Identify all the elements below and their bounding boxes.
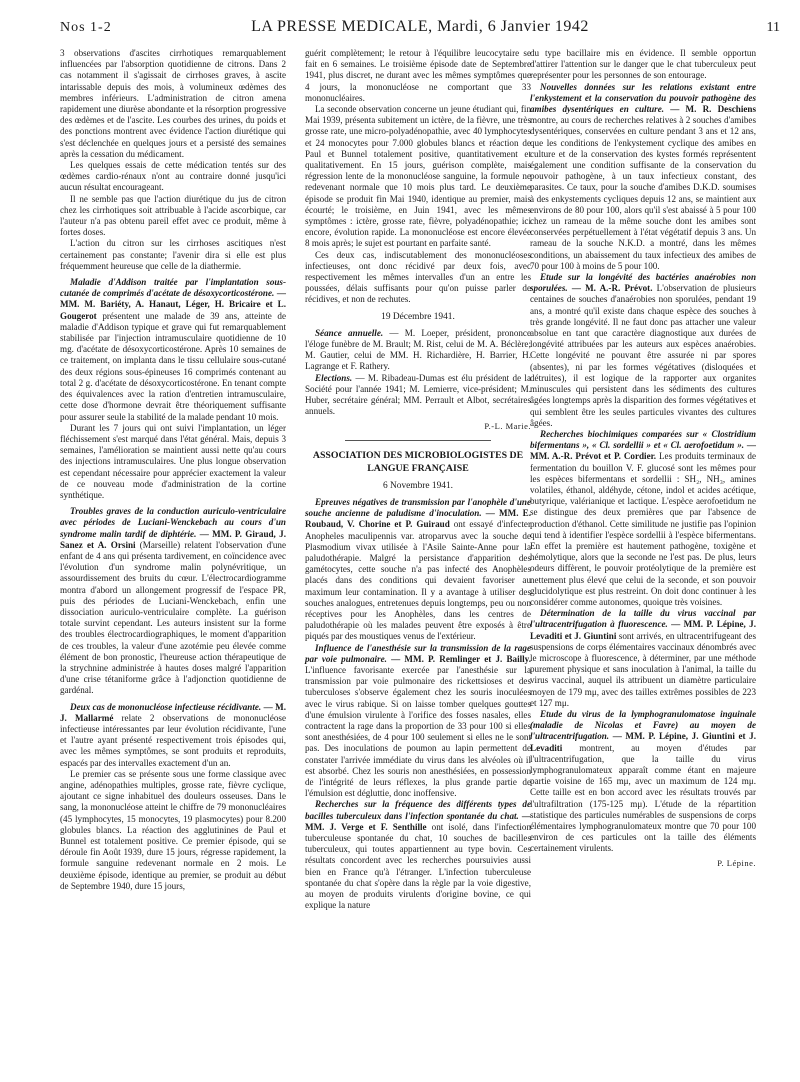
article-authors: — M. R. Deschiens [670, 104, 756, 115]
article-paludisme [305, 497, 531, 643]
paragraph: Il ne semble pas que l'action diurétique du jus de citron chez les cirrhotiques soit attribuable à l'acide ascorbique, car l'auteur n'a pas obtenu pareil effet avec ce produit, même à fortes doses. [60, 193, 286, 238]
article-authors: — MM. P. Lépine, J. Levaditi et J. Giuntini [530, 619, 756, 641]
article-text: — M. Loeper, président, prononce l'éloge funèbre de M. Brault; M. Rist, celui de M. A. Béclère; M. Gautier, celui de MM. H. Richardière, H. Barrier, H. Lagrange et F. Rathery. [305, 327, 531, 372]
article-authors: — MM. E. Roubaud, V. Chorine et P. Guiraud [305, 508, 531, 530]
article-title: Etude sur la longévité des bactéries anaérobies non sporulées. [530, 272, 756, 294]
paragraph: du type bacillaire mis en évidence. Il semble opportun d'attirer l'attention sur le danger que le chat tuberculeux peut représenter pour les personnes de son entourage. [530, 48, 756, 81]
article-title: Epreuves négatives de transmission par l'anophèle d'une souche ancienne de paludisme d'inoculation. [305, 496, 531, 519]
article-authors: — MM. J. Verge et F. Senthille [305, 810, 531, 832]
article-anaerobies [530, 272, 756, 429]
article-authors: — MM. P. Giraud, J. Sanez et A. Orsini [60, 528, 286, 550]
article-text: sont arrivés, en ultracentrifugeant des suspensions de corps élémentaires vaccinaux dénombrés avec le microscope à fluorescence, à déterminer, par une méthode purement physique et sans inoculation à l'animal, la taille du virus vaccinal, auquel ils attribuent un diamètre particulaire moyen de 179 mμ, avec des tailles extrêmes possibles de 223 et 127 mμ. [530, 630, 757, 708]
article-title: Nouvelles données sur les relations existant entre l'enkystement et la conservation du pouvoir pathogène des amibes dysentériques en culture. [530, 81, 756, 115]
paragraph: Ces deux cas, indiscutablement des mononucléoses infectieuses, ont donc récidivé par deux fois, avec respectivement les mêmes intervalles d'un an entre les poussées, délais suffisants pour qu'on puisse parler de récidives, et non de rechutes. [305, 249, 531, 305]
article-text: ont essayé d'infecter Anopheles maculipennis var. atroparvus avec la souche de Plasmodium vivax utilisée à l'Asile Sainte-Anne pour la paludothérapie. Malgré la persistance d'apparition des gamétocytes, cette souche n'a pas infecté des Anophèles placés dans des conditions qui devaient favoriser au maximum leur contamination. Il y a avantage à utiliser des souches analogues, entretenues depuis longtemps, peu ou non réceptives pour les Anophèles, dans les centres de paludothérapie où les malades peuvent être exposés à être piqués par des moustiques venus de l'extérieur. [305, 519, 531, 642]
article-authors: — MM. M. Bariéty, A. Hanaut, Léger, H. Bricaire et L. Gougerot [60, 288, 286, 321]
signature: P.-L. Marie. [484, 420, 531, 431]
article-title: Etude du virus de la lymphogranulomatose inguinale (maladie de Nicolas et Favre) au moyen de l'ultracentrifugation. [530, 708, 756, 742]
article-text: — M. Ribadeau-Dumas est élu président de la Société pour l'année 1941; M. Lemierre, vice-président; M. Huber, secrétaire général; MM. Perrault et Albot, secrétaires annuels. [305, 372, 531, 417]
article-seance [305, 328, 531, 373]
article-text: L'influence favorisante exercée par l'anesthésie sur la transmission par voie pulmonaire des rickettsioses et des tuberculoses s'observe également chez les souris inoculées avec le virus rabique. Si on laisse tomber quelques gouttes d'une émulsion virulente à l'orifice des fosses nasales, elles contractent la rage dans la proportion de 33 pour 100 si elles sont anesthésiées, de 4 pour 100 seulement si elles ne le sont pas. Des inoculations de poumon au lapin permettent de constater l'arrivée immédiate du virus dans les alvéoles où il est absorbé. Chez les souris non anesthésiées, en possession de l'intégrité de leurs réflexes, la plus grande partie de l'émulsion est dégluttie, donc inoffensive. [305, 664, 531, 799]
divider [345, 440, 491, 441]
association-heading: ASSOCIATION DES MICROBIOLOGISTES DE LANGUE FRANÇAISE [312, 449, 524, 474]
page-header [60, 18, 780, 40]
article-text: montre, au cours de recherches relatives à 2 souches d'amibes dysentériques, conservées en culture pendant 3 ans et 12 ans, que les conditions de l'enkystement cyclique des amibes en culture et de la conservation des kystes formés représentent également une condition suffisante de la conservation du pouvoir pathogène, à un taux infectieux constant, des parasites. Ce taux, pour la souche d'amibes D.K.D. soumises à des enkystements cycliques depuis 12 ans, se maintient aux environs de 80 pour 100, alors qu'il s'est abaissé à 5 pour 100 chez un rameau de la même souche dont les amibes sont conservées perpétuellement à l'état végétatif depuis 3 ans. Un rameau de la souche N.K.D. a montré, dans les mêmes conditions, un abaissement du taux infectieux des amibes de 70 pour 100 à moins de 5 pour 100. [530, 115, 756, 271]
article-title: Détermination de la taille du virus vaccinal par l'ultracentrifugation à fluorescence. [530, 608, 756, 630]
article-title: Maladie d'Addison traitée par l'implantation sous-cutanée de comprimés d'acétate de désoxycorticostérone. [60, 277, 286, 299]
article-text: présentent une malade de 39 ans, atteinte de maladie d'Addison typique et grave qui fut remarquablement stabilisée par l'injection intramusculaire quotidienne de 10 mg. d'acétate de désoxycorticostérone. Après 10 semaines de ce traitement, on implanta dans le tissu cellulaire sous-cutané des deux régions sous-épineuses 16 comprimés contenant au total 2 g. d'acétate de désoxycorticostérone. En tenant compte des équivalences avec la ration d'entretien intramusculaire, cette dose d'hormone devrait être théoriquement suffisante pour assurer seule la stabilité de la malade pendant 10 mois. [60, 310, 286, 422]
article-title: Troubles graves de la conduction auriculo-ventriculaire avec périodes de Luciani-Wenckebach au cours d'un syndrome malin tardif de diphtérie. [60, 506, 286, 539]
session-date: 6 Novembre 1941. [382, 480, 454, 491]
article-text: Les produits terminaux de fermentation du bouillon V. F. glucosé sont les mêmes pour les espèces bifermentans et sordellii : SH₂, NH₃, amines volatiles, éthanol, aldéhyde, cétone, indol et acides acétique, butyrique, valérianique et lactique. L'espèce aerofoetidum ne se distingue des deux premières que par l'absence de production d'éthanol. Cette similitude ne justifie pas l'opinion qui tend à identifier l'espèce sordellii à l'espèce bifermentans. En effet la première est hautement pathogène, toxigène et hémolytique, alors que la seconde ne l'est pas. De plus, leurs odeurs diffèrent, le pouvoir protéolytique de la première est nettement plus élevé que celui de la seconde, et son pouvoir glucidolytique est plus restreint. On doit donc continuer à les considérer comme autonomes, quoique très voisines. [530, 451, 757, 607]
column-3 [530, 48, 756, 869]
article-lymphogranulomatose [530, 709, 756, 855]
journal-title: LA PRESSE MEDICALE, Mardi, 6 Janvier 1942 [251, 18, 589, 35]
paragraph: 3 observations d'ascites cirrhotiques remarquablement influencées par l'absorption quotidienne de citrons. Dans 2 cas notamment il s'agissait de cirrhoses graves, à ascite intarissable depuis des mois, à volumineux œdèmes des membres inférieurs. L'administration de citron amena rapidement une diurèse abondante et la résorption progressive des œdèmes et de l'ascite. Les courbes des urines, du poids et des ponctions montrent avec évidence l'action diurétique qui s'est déclenchée en quelques jours et a persisté des semaines après la cessation du médicament. [60, 48, 286, 159]
article-text: (Marseille) relatent l'observation d'une enfant de 4 ans qui présenta tardivement, en coïncidence avec l'évolution d'un syndrome malin polynévritique, un assourdissement des bruits du cœur. L'électrocardiogramme montra d'abord un allongement progressif de l'espace PR, puis des périodes de Luciani-Wenckebach, enfin une dissociation auriculo-ventriculaire complète. La guérison totale survint cependant. Les auteurs insistent sur la forme des troubles électrocardiographiques, le moment d'apparition de ces troubles, la valeur d'une azotémie peu élevée comme élément de bon pronostic, l'heureuse action thérapeutique de la strychnine administrée à hautes doses malgré l'apparition d'une crise tétaniforme grâce à l'adjonction quotidienne de gardénal. [60, 539, 287, 696]
article-title: Deux cas de mononucléose infectieuse récidivante. [70, 701, 262, 712]
article-rage [305, 643, 531, 800]
article-authors: — MM. P. Remlinger et J. Bailly. [391, 653, 531, 664]
issue-number: Nos 1-2 [60, 20, 112, 35]
paragraph: Durant les 7 jours qui ont suivi l'implantation, un léger fléchissement s'est marqué dans l'état général. Mais, depuis 3 semaines, l'amélioration se maintient aussi nette qu'au cours des injections intramusculaires. Une plus longue observation est cependant nécessaire pour apprécier exactement la valeur de ce nouveau mode d'administration de la cortine synthétique. [60, 422, 286, 500]
article-clostridium [530, 429, 756, 608]
article-authors: — MM. A.-R. Prévot et P. Cordier. [530, 440, 756, 462]
article-authors: — MM. P. Lépine, J. Giuntini et J. Levaditi [530, 731, 756, 753]
paragraph: La seconde observation concerne un jeune étudiant qui, fin Mai 1939, présenta subitement un ictère, de la fièvre, une très grosse rate, une micro-polyadénopathie, avec 40 lymphocytes et 24 monocytes pour 7.000 globules blancs et réaction de Paul et Bunnel totalement positive, quantitativement et qualitativement. En 15 jours, guérison complète, mais régression lente de la mononucléose sanguine, la formule ne redevenant normale que 10 mois plus tard. Le deuxième épisode se produit fin Mai 1940, identique au premier, mais écourté; le troisième, en Juin 1941, avec les mêmes symptômes : ictère, grosse rate, fièvre, polyadénopathie; ici encore, évolution rapide. La mononucléose est encore élevée 8 mois après; le sujet est pourtant en parfaite santé. [305, 104, 531, 249]
article-addison [60, 277, 286, 423]
article-title: Influence de l'anesthésie sur la transmission de la rage par voie pulmonaire. [305, 642, 531, 664]
article-text: ont isolé, dans l'infection tuberculeuse spontanée du chat, 10 souches de bacilles tuberculeux, qui toutes appartiennent au type bovin. Ces résultats concordent avec les recherches poursuivies aussi bien en France qu'à l'étranger. L'infection tuberculeuse spontanée du chat s'opère dans la règle par la voie digestive, au moyen de produits virulents d'origine bovine, ce qui explique la nature [305, 821, 532, 911]
section-title: Séance annuelle. [315, 327, 384, 338]
paragraph: Les quelques essais de cette médication tentés sur des œdèmes cardio-rénaux n'ont au contraire donné jusqu'ici aucun résultat encourageant. [60, 160, 286, 193]
article-diphterie [60, 506, 286, 696]
article-text: L'observation de plusieurs centaines de souches d'anaérobies non sporulées, pendant 19 ans, a montré qu'il existe dans chaque espèce des souches à très grande longévité. Il ne faut donc pas attacher une valeur absolue en tant que caractère diagnostique aux durées de longévité attribuées par les auteurs aux espèces anaérobies. Cette longévité ne pouvant être assurée ni par spores (absentes), ni par les formes végétatives (disloquées et détruites), il est logique de la rapporter aux organites minuscules qui persistent dans les sédiments des cultures âgées longtemps après la disparition des formes végétatives et qui semblent être les seules particules vivantes des cultures âgées. [530, 283, 756, 428]
paragraph: guérit complètement; le retour à l'équilibre leucocytaire se fait en 6 semaines. Le troisième épisode date de Septembre 1941, plus discret, ne durant avec les mêmes symptômes que 4 jours, la mononucléose ne comportant que 33 mononucléaires. [305, 48, 531, 103]
article-title: Recherches biochimiques comparées sur « Clostridium bifermentans », « Cl. sordellii » et « Cl. aerofoetidum ». [530, 428, 756, 451]
article-text: montrent, au moyen d'études par l'ultracentrifugation, que la taille du virus lymphogranulomateux apparaît comme étant en majeure partie voisine de 165 mμ, avec un maximum de 124 mμ. Cette taille est en bon accord avec les résultats trouvés par l'ultrafiltration (175-125 mμ). L'étude de la répartition statistique des particules numérables de suspensions de corps élémentaires lymphogranulomateux montre que 70 pour 100 environ de ces particules ont la taille des éléments certainement virulents. [530, 742, 756, 854]
article-tuberculose-chat [305, 799, 531, 911]
paragraph: Le premier cas se présente sous une forme classique avec angine, adénopathies multiples, grosse rate, fièvre cyclique, ajoutant ce signe inhabituel des douleurs osseuses. Dans le sang, la mononucléose atteint le chiffre de 79 mononucléaires (45 lymphocytes, 15 monocytes, 19 plasmocytes) pour 8.200 globules blancs. La réaction des agglutinines de Paul et Bunnel est totalement positive. Ce premier épisode, qui se déroule fin Août 1939, dure 15 jours, régresse rapidement, la formule sanguine redevenant normale en 2 mois. Le deuxième épisode, identique au premier, se produit au début de Septembre 1940, dure 15 jours, [60, 768, 286, 891]
article-title: Recherches sur la fréquence des différents types de bacilles tuberculeux dans l'infection spontanée du chat. [305, 799, 531, 821]
article-amibes [530, 82, 756, 272]
article-virus-vaccinal [530, 608, 756, 709]
article-mononucleose [60, 702, 286, 769]
article-elections [305, 373, 531, 418]
session-date: 19 Décembre 1941. [381, 311, 455, 322]
signature: P. Lépine. [717, 857, 756, 868]
article-authors: — M. J. Mallarmé [60, 701, 286, 723]
section-title: Elections. [315, 372, 353, 383]
column-1 [60, 48, 286, 892]
paragraph: L'action du citron sur les cirrhoses ascitiques n'est certainement pas constante; l'avenir dira si elle est plus fréquemment heureuse que celle de la diathermie. [60, 238, 286, 271]
page-number: 11 [766, 20, 780, 35]
article-text: relate 2 observations de mononucléose infectieuse intéressantes par leur évolution récidivante, l'une et l'autre ayant présenté respectivement trois épisodes qui, avec les mêmes symptômes, se sont produits et reproduits, espacés par des intervalles exactement d'un an. [60, 712, 286, 768]
column-2 [305, 48, 531, 911]
article-authors: — M. A.-R. Prévot. [571, 283, 653, 294]
